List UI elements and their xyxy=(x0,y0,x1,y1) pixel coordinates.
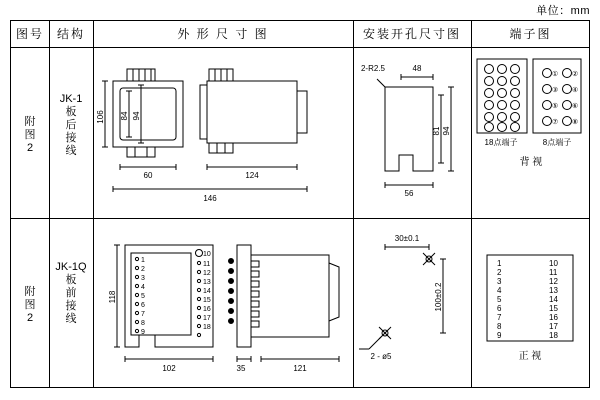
terminal-caption-18: 18点端子 xyxy=(484,138,518,147)
dim-35: 35 xyxy=(236,364,246,373)
t2-num-1: 1 xyxy=(497,259,502,268)
front-num-10: 10 xyxy=(203,251,211,258)
dim-100: 100±0.2 xyxy=(434,282,443,312)
t2-num-3: 3 xyxy=(497,277,502,286)
t2-num-8: 8 xyxy=(497,322,502,331)
column-divider-2 xyxy=(93,21,94,387)
t2-num-11: 11 xyxy=(549,268,558,277)
front-num-4: 4 xyxy=(141,284,145,291)
t2-num-18: 18 xyxy=(549,331,558,340)
front-num-13: 13 xyxy=(203,279,211,286)
terminal-view-caption: 背 视 xyxy=(519,157,543,168)
terminal-num-1: ① xyxy=(551,71,559,78)
t2-num-16: 16 xyxy=(549,313,558,322)
dim-94: 94 xyxy=(132,111,141,121)
dim-121: 121 xyxy=(293,364,307,373)
header-structure: 结构 xyxy=(56,27,85,41)
dim-106: 106 xyxy=(96,110,105,124)
dim-30: 30±0.1 xyxy=(394,234,420,243)
t2-num-15: 15 xyxy=(549,304,558,313)
header-terminal: 端子图 xyxy=(509,27,552,41)
t2-num-12: 12 xyxy=(549,277,558,286)
front-num-16: 16 xyxy=(203,306,211,313)
t2-num-17: 17 xyxy=(549,322,558,331)
dim-102: 102 xyxy=(162,364,176,373)
dim-60: 60 xyxy=(143,171,153,180)
note-2-r2-5: 2-R2.5 xyxy=(360,64,386,73)
header-divider xyxy=(11,47,589,48)
terminal-num-3: ③ xyxy=(551,87,559,94)
column-divider-3 xyxy=(353,21,354,387)
row-divider xyxy=(11,218,589,219)
front-num-5: 5 xyxy=(141,293,145,300)
terminal-caption-8: 8点端子 xyxy=(542,138,572,147)
dim-81: 81 xyxy=(432,126,441,136)
t2-num-14: 14 xyxy=(549,295,558,304)
dim-84: 84 xyxy=(120,111,129,121)
terminal-num-6: ⑥ xyxy=(571,103,579,110)
column-divider-4 xyxy=(471,21,472,387)
t2-num-10: 10 xyxy=(549,259,558,268)
row1-figure-no: 附 图 2 xyxy=(24,116,36,154)
t2-num-13: 13 xyxy=(549,286,558,295)
terminal-num-4: ④ xyxy=(571,87,579,94)
dim-56: 56 xyxy=(404,189,414,198)
column-divider-1 xyxy=(49,21,50,387)
t2-num-7: 7 xyxy=(497,313,502,322)
front-num-11: 11 xyxy=(203,261,211,268)
terminal-num-7: ⑦ xyxy=(551,119,559,126)
row1-outline-drawing xyxy=(95,51,351,213)
t2-view-caption: 正 视 xyxy=(518,351,542,362)
header-mounting: 安装开孔尺寸图 xyxy=(362,27,461,41)
front-num-12: 12 xyxy=(203,270,211,277)
t2-num-5: 5 xyxy=(497,295,502,304)
row2-structure: JK-1Q 板 前 接 线 xyxy=(55,261,87,325)
row1-terminal-drawing xyxy=(475,57,587,177)
t2-num-4: 4 xyxy=(497,286,502,295)
header-outline: 外 形 尺 寸 图 xyxy=(177,27,269,41)
header-figure-no: 图号 xyxy=(15,27,44,41)
dim-124: 124 xyxy=(245,171,259,180)
front-num-15: 15 xyxy=(203,297,211,304)
row1-mounting-drawing xyxy=(355,51,471,213)
front-num-17: 17 xyxy=(203,315,211,322)
front-num-9: 9 xyxy=(141,329,145,336)
note-2-hole: 2 - ø5 xyxy=(370,352,392,361)
t2-num-9: 9 xyxy=(497,331,502,340)
front-num-2: 2 xyxy=(141,266,145,273)
terminal-num-5: ⑤ xyxy=(551,103,559,110)
terminal-num-8: ⑧ xyxy=(571,119,579,126)
dim-146: 146 xyxy=(203,194,217,203)
t2-num-2: 2 xyxy=(497,268,502,277)
row2-mounting-drawing xyxy=(355,223,471,385)
dim-94b: 94 xyxy=(442,126,451,136)
row1-structure: JK-1 板 后 接 线 xyxy=(59,93,83,157)
unit-note: 单位：mm xyxy=(536,5,590,17)
dim-118: 118 xyxy=(108,290,117,304)
dim-48: 48 xyxy=(412,64,422,73)
front-num-1: 1 xyxy=(141,257,145,264)
front-num-7: 7 xyxy=(141,311,145,318)
terminal-num-2: ② xyxy=(571,71,579,78)
front-num-18: 18 xyxy=(203,324,211,331)
front-num-8: 8 xyxy=(141,320,145,327)
row2-figure-no: 附 图 2 xyxy=(24,286,36,324)
row2-outline-drawing xyxy=(95,223,351,385)
front-num-6: 6 xyxy=(141,302,145,309)
t2-num-6: 6 xyxy=(497,304,502,313)
row2-terminal-drawing xyxy=(481,253,587,373)
front-num-3: 3 xyxy=(141,275,145,282)
front-num-14: 14 xyxy=(203,288,211,295)
drawing-sheet xyxy=(10,20,590,388)
